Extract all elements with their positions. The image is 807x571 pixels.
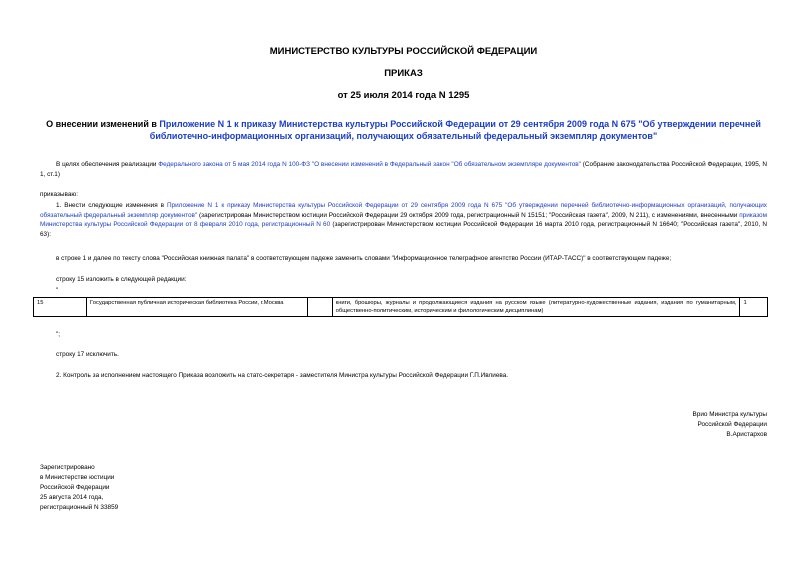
item-1-paragraph: 1. Внести следующие изменения в Приложение N 1 к приказу Министерства культуры Российской Федерации от 29 сентября 2009 года N 675 "Об утверждении перечней библиотечно-информационных организаций, получающих обязательный федеральный экземпляр документов" (зарегистрирован Министерством юстиции Российской Федерации 29 октября 2009 года, регистрационный N 15151; "Российская газета", 2009, N 211), с изменениями, внесенными приказом Министерства культуры Российской Федерации от 8 февраля 2010 года, регистрационный N 60 (зарегистрирован Министерством юстиции Российской Федерации 16 марта 2010 года, регистрационный N 16640; "Российская газета", 2010, N 63): (40, 202, 767, 238)
registration-line: в Министерстве юстиции (40, 474, 115, 481)
item-2-paragraph: 2. Контроль за исполнением настоящего Приказа возложить на статс-секретаря - заместителя Министра культуры Российской Федерации Г.П.Ивлиева. (56, 372, 509, 379)
closing-quote: "; (56, 331, 61, 338)
appendix-link[interactable]: Приложение N 1 к приказу Министерства культуры Российской Федерации от 29 сентября 2009 года N 675 "Об утверждении перечней библиотечно-информационных организаций, получающих обязательный федеральный экземпляр документов" (40, 202, 767, 219)
table-row (34, 298, 768, 317)
signature-position: Врио Министра культуры (692, 411, 767, 418)
opening-quote: " (56, 287, 59, 294)
signature-country: Российской Федерации (697, 421, 767, 428)
row-15-instruction: строку 15 изложить в следующей редакции: (56, 276, 187, 283)
ministry-heading: МИНИСТЕРСТВО КУЛЬТУРЫ РОССИЙСКОЙ ФЕДЕРАЦИИ (269, 46, 538, 57)
title-prefix: О внесении изменений в (46, 119, 160, 129)
order-word: приказываю: (40, 191, 78, 198)
registration-line: Российской Федерации (40, 484, 110, 491)
federal-law-link[interactable]: Федерального закона от 5 мая 2014 года N 100-ФЗ "О внесении изменений в Федеральный закон "Об обязательном экземпляре документов" (158, 161, 581, 168)
copies-count-cell: 1 (740, 298, 768, 317)
registration-line: Зарегистрировано (40, 464, 95, 471)
documents-cell: книги, брошюры, журналы и продолжающиеся издания на русском языке (литературно-художественные издания, издания по гуманитарным, общественно-политическим, историческим и филологическим дисциплинам) (332, 298, 740, 317)
intro-paragraph: В целях обеспечения реализации Федерального закона от 5 мая 2014 года N 100-ФЗ "О внесении изменений в Федеральный закон "Об обязательном экземпляре документов" (Собрание законодательства Российской Федерации, 1995, N 1, ст.1) (40, 161, 768, 178)
registration-block (40, 463, 118, 513)
title-link[interactable]: Приложение N 1 к приказу Министерства культуры Российской Федерации от 29 сентября 2009 года N 675 "Об утверждении перечней библиотечно-информационных организаций, получающих обязательный федеральный экземпляр документов" (149, 119, 761, 141)
organization-cell: Государственная публичная историческая библиотека России, г.Москва (87, 298, 308, 317)
doc-type-heading: ПРИКАЗ (384, 68, 423, 79)
document-title (30, 118, 777, 142)
line-1-instruction: в строке 1 и далее по тексту слова "Российская книжная палата" в соответствующем падеже заменить словами "Информационное телеграфное агентство России (ИТАР-ТАСС)" в соответствующем падеже; (56, 255, 672, 262)
signature-block (693, 410, 767, 440)
row-17-instruction: строку 17 исключить. (56, 351, 119, 358)
date-number-heading: от 25 июля 2014 года N 1295 (337, 90, 470, 101)
amendment-order-link[interactable]: приказом Министерства культуры Российской Федерации от 8 февраля 2010 года, регистрационный N 60 (40, 211, 767, 228)
row-number: 15 (34, 298, 87, 317)
signature-name: В.Аристархов (726, 431, 767, 438)
library-table (33, 297, 768, 317)
empty-cell (308, 298, 332, 317)
registration-date: 25 августа 2014 года, (40, 494, 104, 501)
registration-number: регистрационный N 33859 (40, 504, 119, 511)
